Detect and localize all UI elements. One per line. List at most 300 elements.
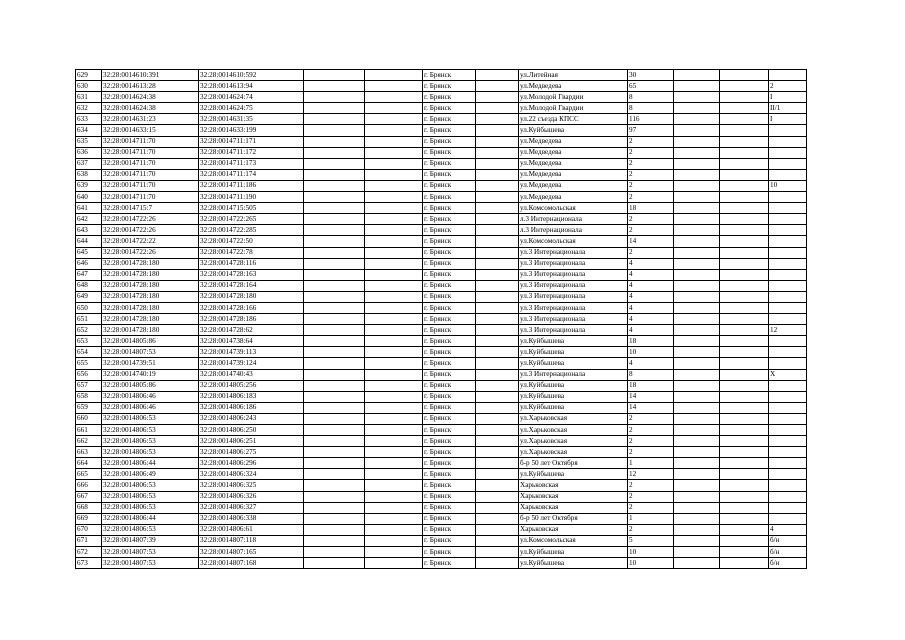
blank-col-5-cell bbox=[720, 92, 769, 103]
object-number-cell: 32:28:0014728:180 bbox=[199, 291, 304, 302]
object-number-cell: 32:28:0014711:173 bbox=[199, 158, 304, 169]
blank-col-3-cell bbox=[476, 103, 519, 114]
row-number-cell: 669 bbox=[76, 513, 102, 524]
unit-number-cell bbox=[769, 269, 807, 280]
table-row bbox=[76, 336, 807, 347]
house-number-cell: 4 bbox=[628, 358, 674, 369]
blank-col-1-cell bbox=[304, 214, 365, 225]
house-number-cell: 65 bbox=[628, 81, 674, 92]
parcel-number-cell: 32:28:0014711:70 bbox=[102, 147, 199, 158]
row-number-cell: 673 bbox=[76, 558, 102, 569]
unit-number-cell bbox=[769, 402, 807, 413]
blank-col-3-cell bbox=[476, 125, 519, 136]
row-number-cell: 670 bbox=[76, 524, 102, 535]
table-row bbox=[76, 502, 807, 513]
row-number-cell: 659 bbox=[76, 402, 102, 413]
blank-col-1-cell bbox=[304, 225, 365, 236]
unit-number-cell bbox=[769, 469, 807, 480]
unit-number-cell bbox=[769, 147, 807, 158]
city-cell: г. Брянск bbox=[423, 402, 476, 413]
blank-col-3-cell bbox=[476, 147, 519, 158]
blank-col-3-cell bbox=[476, 325, 519, 336]
street-cell: ул.Куйбышева bbox=[519, 547, 628, 558]
blank-col-4-cell bbox=[674, 81, 720, 92]
blank-col-4-cell bbox=[674, 314, 720, 325]
house-number-cell: 18 bbox=[628, 336, 674, 347]
street-cell: б-р 50 лет Октября bbox=[519, 513, 628, 524]
object-number-cell: 32:28:0014806:325 bbox=[199, 480, 304, 491]
unit-number-cell bbox=[769, 425, 807, 436]
blank-col-2-cell bbox=[365, 458, 423, 469]
blank-col-1-cell bbox=[304, 258, 365, 269]
blank-col-5-cell bbox=[720, 425, 769, 436]
unit-number-cell bbox=[769, 136, 807, 147]
street-cell: ул.Куйбышева bbox=[519, 469, 628, 480]
city-cell: г. Брянск bbox=[423, 147, 476, 158]
blank-col-2-cell bbox=[365, 236, 423, 247]
blank-col-4-cell bbox=[674, 192, 720, 203]
blank-col-1-cell bbox=[304, 491, 365, 502]
row-number-cell: 656 bbox=[76, 369, 102, 380]
row-number-cell: 644 bbox=[76, 236, 102, 247]
blank-col-1-cell bbox=[304, 391, 365, 402]
object-number-cell: 32:28:0014624:75 bbox=[199, 103, 304, 114]
table-row bbox=[76, 114, 807, 125]
table-body bbox=[76, 70, 807, 569]
unit-number-cell bbox=[769, 491, 807, 502]
house-number-cell: 2 bbox=[628, 413, 674, 424]
unit-number-cell bbox=[769, 413, 807, 424]
street-cell: ул.Молодой Гвардии bbox=[519, 92, 628, 103]
object-number-cell: 32:28:0014711:171 bbox=[199, 136, 304, 147]
blank-col-3-cell bbox=[476, 169, 519, 180]
parcel-number-cell: 32:28:0014806:44 bbox=[102, 458, 199, 469]
blank-col-1-cell bbox=[304, 81, 365, 92]
table-row bbox=[76, 358, 807, 369]
street-cell: Харьковская bbox=[519, 480, 628, 491]
blank-col-3-cell bbox=[476, 214, 519, 225]
blank-col-1-cell bbox=[304, 502, 365, 513]
parcel-number-cell: 32:28:0014728:180 bbox=[102, 325, 199, 336]
blank-col-5-cell bbox=[720, 225, 769, 236]
street-cell: л.3 Интернационала bbox=[519, 225, 628, 236]
house-number-cell: 2 bbox=[628, 436, 674, 447]
blank-col-5-cell bbox=[720, 114, 769, 125]
blank-col-2-cell bbox=[365, 192, 423, 203]
table-row bbox=[76, 325, 807, 336]
blank-col-4-cell bbox=[674, 136, 720, 147]
blank-col-3-cell bbox=[476, 380, 519, 391]
blank-col-5-cell bbox=[720, 391, 769, 402]
street-cell: ул.3 Интернационала bbox=[519, 302, 628, 313]
parcel-number-cell: 32:28:0014739:51 bbox=[102, 358, 199, 369]
house-number-cell: 10 bbox=[628, 558, 674, 569]
blank-col-5-cell bbox=[720, 547, 769, 558]
city-cell: г. Брянск bbox=[423, 380, 476, 391]
table-row bbox=[76, 558, 807, 569]
table-row bbox=[76, 380, 807, 391]
parcel-number-cell: 32:28:0014806:53 bbox=[102, 447, 199, 458]
parcel-number-cell: 32:28:0014806:53 bbox=[102, 425, 199, 436]
house-number-cell: 1 bbox=[628, 458, 674, 469]
city-cell: г. Брянск bbox=[423, 447, 476, 458]
blank-col-4-cell bbox=[674, 491, 720, 502]
blank-col-1-cell bbox=[304, 380, 365, 391]
street-cell: ул.22 съезда КПСС bbox=[519, 114, 628, 125]
blank-col-4-cell bbox=[674, 302, 720, 313]
street-cell: ул.3 Интернационала bbox=[519, 369, 628, 380]
house-number-cell: 4 bbox=[628, 314, 674, 325]
unit-number-cell bbox=[769, 225, 807, 236]
blank-col-1-cell bbox=[304, 70, 365, 81]
city-cell: г. Брянск bbox=[423, 103, 476, 114]
city-cell: г. Брянск bbox=[423, 269, 476, 280]
blank-col-2-cell bbox=[365, 358, 423, 369]
blank-col-5-cell bbox=[720, 480, 769, 491]
house-number-cell: 2 bbox=[628, 225, 674, 236]
blank-col-1-cell bbox=[304, 347, 365, 358]
table-row bbox=[76, 236, 807, 247]
blank-col-5-cell bbox=[720, 513, 769, 524]
row-number-cell: 658 bbox=[76, 391, 102, 402]
blank-col-4-cell bbox=[674, 325, 720, 336]
street-cell: ул.Комсомольская bbox=[519, 203, 628, 214]
parcel-number-cell: 32:28:0014806:53 bbox=[102, 502, 199, 513]
house-number-cell: 12 bbox=[628, 469, 674, 480]
parcel-number-cell: 32:28:0014613:28 bbox=[102, 81, 199, 92]
blank-col-2-cell bbox=[365, 513, 423, 524]
parcel-number-cell: 32:28:0014806:53 bbox=[102, 413, 199, 424]
object-number-cell: 32:28:0014739:124 bbox=[199, 358, 304, 369]
object-number-cell: 32:28:0014807:118 bbox=[199, 535, 304, 546]
table-row bbox=[76, 369, 807, 380]
city-cell: г. Брянск bbox=[423, 247, 476, 258]
parcel-number-cell: 32:28:0014624:38 bbox=[102, 103, 199, 114]
house-number-cell: 8 bbox=[628, 103, 674, 114]
table-row bbox=[76, 203, 807, 214]
object-number-cell: 32:28:0014715:505 bbox=[199, 203, 304, 214]
table-row bbox=[76, 258, 807, 269]
row-number-cell: 631 bbox=[76, 92, 102, 103]
unit-number-cell: б/н bbox=[769, 547, 807, 558]
city-cell: г. Брянск bbox=[423, 169, 476, 180]
blank-col-5-cell bbox=[720, 203, 769, 214]
unit-number-cell bbox=[769, 358, 807, 369]
table-row bbox=[76, 280, 807, 291]
object-number-cell: 32:28:0014806:324 bbox=[199, 469, 304, 480]
street-cell: б-р 50 лет Октября bbox=[519, 458, 628, 469]
house-number-cell: 8 bbox=[628, 369, 674, 380]
city-cell: г. Брянск bbox=[423, 502, 476, 513]
blank-col-4-cell bbox=[674, 469, 720, 480]
blank-col-5-cell bbox=[720, 302, 769, 313]
unit-number-cell bbox=[769, 158, 807, 169]
blank-col-1-cell bbox=[304, 280, 365, 291]
blank-col-1-cell bbox=[304, 480, 365, 491]
row-number-cell: 639 bbox=[76, 180, 102, 191]
house-number-cell: 2 bbox=[628, 247, 674, 258]
blank-col-1-cell bbox=[304, 291, 365, 302]
blank-col-4-cell bbox=[674, 369, 720, 380]
street-cell: ул.Куйбышева bbox=[519, 358, 628, 369]
city-cell: г. Брянск bbox=[423, 70, 476, 81]
object-number-cell: 32:28:0014739:113 bbox=[199, 347, 304, 358]
unit-number-cell bbox=[769, 480, 807, 491]
table-row bbox=[76, 214, 807, 225]
table-row bbox=[76, 513, 807, 524]
blank-col-3-cell bbox=[476, 425, 519, 436]
table-row bbox=[76, 402, 807, 413]
city-cell: г. Брянск bbox=[423, 214, 476, 225]
row-number-cell: 646 bbox=[76, 258, 102, 269]
unit-number-cell bbox=[769, 169, 807, 180]
blank-col-5-cell bbox=[720, 147, 769, 158]
parcel-number-cell: 32:28:0014728:180 bbox=[102, 314, 199, 325]
parcel-number-cell: 32:28:0014711:70 bbox=[102, 192, 199, 203]
blank-col-5-cell bbox=[720, 158, 769, 169]
table-row bbox=[76, 314, 807, 325]
parcel-number-cell: 32:28:0014806:53 bbox=[102, 480, 199, 491]
unit-number-cell: I bbox=[769, 92, 807, 103]
blank-col-5-cell bbox=[720, 247, 769, 258]
city-cell: г. Брянск bbox=[423, 469, 476, 480]
table-row bbox=[76, 180, 807, 191]
blank-col-5-cell bbox=[720, 535, 769, 546]
parcel-number-cell: 32:28:0014805:86 bbox=[102, 336, 199, 347]
house-number-cell: 10 bbox=[628, 347, 674, 358]
unit-number-cell bbox=[769, 203, 807, 214]
city-cell: г. Брянск bbox=[423, 413, 476, 424]
blank-col-4-cell bbox=[674, 103, 720, 114]
blank-col-3-cell bbox=[476, 402, 519, 413]
blank-col-5-cell bbox=[720, 258, 769, 269]
city-cell: г. Брянск bbox=[423, 180, 476, 191]
object-number-cell: 32:28:0014722:78 bbox=[199, 247, 304, 258]
street-cell: ул.Куйбышева bbox=[519, 380, 628, 391]
blank-col-2-cell bbox=[365, 336, 423, 347]
city-cell: г. Брянск bbox=[423, 336, 476, 347]
unit-number-cell: 2 bbox=[769, 81, 807, 92]
blank-col-3-cell bbox=[476, 547, 519, 558]
street-cell: ул.3 Интернационала bbox=[519, 280, 628, 291]
house-number-cell: 1 bbox=[628, 513, 674, 524]
blank-col-3-cell bbox=[476, 502, 519, 513]
house-number-cell: 4 bbox=[628, 258, 674, 269]
house-number-cell: 4 bbox=[628, 269, 674, 280]
city-cell: г. Брянск bbox=[423, 513, 476, 524]
blank-col-3-cell bbox=[476, 114, 519, 125]
blank-col-4-cell bbox=[674, 380, 720, 391]
blank-col-4-cell bbox=[674, 413, 720, 424]
object-number-cell: 32:28:0014728:116 bbox=[199, 258, 304, 269]
row-number-cell: 648 bbox=[76, 280, 102, 291]
object-number-cell: 32:28:0014806:61 bbox=[199, 524, 304, 535]
object-number-cell: 32:28:0014711:172 bbox=[199, 147, 304, 158]
blank-col-4-cell bbox=[674, 92, 720, 103]
parcel-number-cell: 32:28:0014728:180 bbox=[102, 302, 199, 313]
blank-col-3-cell bbox=[476, 413, 519, 424]
house-number-cell: 8 bbox=[628, 92, 674, 103]
object-number-cell: 32:28:0014711:186 bbox=[199, 180, 304, 191]
object-number-cell: 32:28:0014711:174 bbox=[199, 169, 304, 180]
city-cell: г. Брянск bbox=[423, 280, 476, 291]
object-number-cell: 32:28:0014806:243 bbox=[199, 413, 304, 424]
blank-col-2-cell bbox=[365, 92, 423, 103]
blank-col-1-cell bbox=[304, 114, 365, 125]
unit-number-cell: X bbox=[769, 369, 807, 380]
street-cell: ул.Литейная bbox=[519, 70, 628, 81]
parcel-number-cell: 32:28:0014807:53 bbox=[102, 558, 199, 569]
house-number-cell: 2 bbox=[628, 425, 674, 436]
unit-number-cell bbox=[769, 314, 807, 325]
blank-col-3-cell bbox=[476, 247, 519, 258]
city-cell: г. Брянск bbox=[423, 136, 476, 147]
blank-col-5-cell bbox=[720, 469, 769, 480]
table-row bbox=[76, 169, 807, 180]
blank-col-1-cell bbox=[304, 425, 365, 436]
table-row bbox=[76, 413, 807, 424]
house-number-cell: 2 bbox=[628, 214, 674, 225]
object-number-cell: 32:28:0014806:251 bbox=[199, 436, 304, 447]
street-cell: ул.3 Интернационала bbox=[519, 291, 628, 302]
blank-col-1-cell bbox=[304, 358, 365, 369]
object-number-cell: 32:28:0014728:62 bbox=[199, 325, 304, 336]
parcel-number-cell: 32:28:0014807:53 bbox=[102, 547, 199, 558]
street-cell: ул.Медведева bbox=[519, 147, 628, 158]
blank-col-2-cell bbox=[365, 402, 423, 413]
blank-col-4-cell bbox=[674, 524, 720, 535]
table-row bbox=[76, 391, 807, 402]
city-cell: г. Брянск bbox=[423, 203, 476, 214]
object-number-cell: 32:28:0014806:338 bbox=[199, 513, 304, 524]
blank-col-2-cell bbox=[365, 114, 423, 125]
city-cell: г. Брянск bbox=[423, 92, 476, 103]
parcel-number-cell: 32:28:0014806:53 bbox=[102, 524, 199, 535]
city-cell: г. Брянск bbox=[423, 314, 476, 325]
object-number-cell: 32:28:0014633:199 bbox=[199, 125, 304, 136]
blank-col-2-cell bbox=[365, 302, 423, 313]
blank-col-1-cell bbox=[304, 247, 365, 258]
unit-number-cell: 4 bbox=[769, 524, 807, 535]
parcel-number-cell: 32:28:0014722:26 bbox=[102, 214, 199, 225]
blank-col-3-cell bbox=[476, 358, 519, 369]
street-cell: ул.Комсомольская bbox=[519, 535, 628, 546]
blank-col-5-cell bbox=[720, 180, 769, 191]
blank-col-2-cell bbox=[365, 291, 423, 302]
object-number-cell: 32:28:0014728:163 bbox=[199, 269, 304, 280]
blank-col-4-cell bbox=[674, 70, 720, 81]
blank-col-4-cell bbox=[674, 125, 720, 136]
object-number-cell: 32:28:0014806:275 bbox=[199, 447, 304, 458]
blank-col-4-cell bbox=[674, 458, 720, 469]
parcel-number-cell: 32:28:0014722:26 bbox=[102, 247, 199, 258]
blank-col-3-cell bbox=[476, 469, 519, 480]
blank-col-5-cell bbox=[720, 236, 769, 247]
blank-col-5-cell bbox=[720, 280, 769, 291]
house-number-cell: 4 bbox=[628, 325, 674, 336]
parcel-number-cell: 32:28:0014728:180 bbox=[102, 258, 199, 269]
object-number-cell: 32:28:0014806:183 bbox=[199, 391, 304, 402]
table-row bbox=[76, 147, 807, 158]
blank-col-4-cell bbox=[674, 247, 720, 258]
parcel-number-cell: 32:28:0014807:39 bbox=[102, 535, 199, 546]
table-row bbox=[76, 103, 807, 114]
blank-col-5-cell bbox=[720, 491, 769, 502]
parcel-number-cell: 32:28:0014728:180 bbox=[102, 269, 199, 280]
blank-col-1-cell bbox=[304, 524, 365, 535]
city-cell: г. Брянск bbox=[423, 436, 476, 447]
blank-col-1-cell bbox=[304, 325, 365, 336]
city-cell: г. Брянск bbox=[423, 524, 476, 535]
row-number-cell: 645 bbox=[76, 247, 102, 258]
blank-col-4-cell bbox=[674, 225, 720, 236]
blank-col-2-cell bbox=[365, 180, 423, 191]
blank-col-3-cell bbox=[476, 258, 519, 269]
street-cell: ул.Медведева bbox=[519, 81, 628, 92]
blank-col-3-cell bbox=[476, 491, 519, 502]
blank-col-2-cell bbox=[365, 269, 423, 280]
table-row bbox=[76, 291, 807, 302]
object-number-cell: 32:28:0014806:186 bbox=[199, 402, 304, 413]
blank-col-5-cell bbox=[720, 81, 769, 92]
blank-col-3-cell bbox=[476, 458, 519, 469]
street-cell: ул.Харьковская bbox=[519, 447, 628, 458]
street-cell: Харьковская bbox=[519, 502, 628, 513]
row-number-cell: 630 bbox=[76, 81, 102, 92]
street-cell: ул.Куйбышева bbox=[519, 336, 628, 347]
row-number-cell: 636 bbox=[76, 147, 102, 158]
unit-number-cell bbox=[769, 291, 807, 302]
street-cell: ул.Молодой Гвардии bbox=[519, 103, 628, 114]
blank-col-5-cell bbox=[720, 358, 769, 369]
object-number-cell: 32:28:0014807:165 bbox=[199, 547, 304, 558]
house-number-cell: 10 bbox=[628, 547, 674, 558]
blank-col-1-cell bbox=[304, 458, 365, 469]
blank-col-1-cell bbox=[304, 92, 365, 103]
street-cell: Харьковская bbox=[519, 491, 628, 502]
table-row bbox=[76, 547, 807, 558]
house-number-cell: 2 bbox=[628, 180, 674, 191]
street-cell: ул.Медведева bbox=[519, 136, 628, 147]
object-number-cell: 32:28:0014738:64 bbox=[199, 336, 304, 347]
parcel-number-cell: 32:28:0014806:44 bbox=[102, 513, 199, 524]
street-cell: ул.3 Интернационала bbox=[519, 258, 628, 269]
unit-number-cell bbox=[769, 391, 807, 402]
blank-col-1-cell bbox=[304, 125, 365, 136]
unit-number-cell bbox=[769, 513, 807, 524]
unit-number-cell bbox=[769, 302, 807, 313]
blank-col-4-cell bbox=[674, 214, 720, 225]
parcel-number-cell: 32:28:0014728:180 bbox=[102, 280, 199, 291]
row-number-cell: 633 bbox=[76, 114, 102, 125]
table-row bbox=[76, 425, 807, 436]
row-number-cell: 664 bbox=[76, 458, 102, 469]
table-row bbox=[76, 269, 807, 280]
object-number-cell: 32:28:0014807:168 bbox=[199, 558, 304, 569]
row-number-cell: 637 bbox=[76, 158, 102, 169]
object-number-cell: 32:28:0014728:166 bbox=[199, 302, 304, 313]
street-cell: ул.3 Интернационала bbox=[519, 269, 628, 280]
city-cell: г. Брянск bbox=[423, 291, 476, 302]
blank-col-4-cell bbox=[674, 336, 720, 347]
blank-col-3-cell bbox=[476, 524, 519, 535]
house-number-cell: 2 bbox=[628, 491, 674, 502]
parcel-number-cell: 32:28:0014806:46 bbox=[102, 391, 199, 402]
blank-col-3-cell bbox=[476, 535, 519, 546]
object-number-cell: 32:28:0014806:296 bbox=[199, 458, 304, 469]
table-row bbox=[76, 92, 807, 103]
city-cell: г. Брянск bbox=[423, 258, 476, 269]
